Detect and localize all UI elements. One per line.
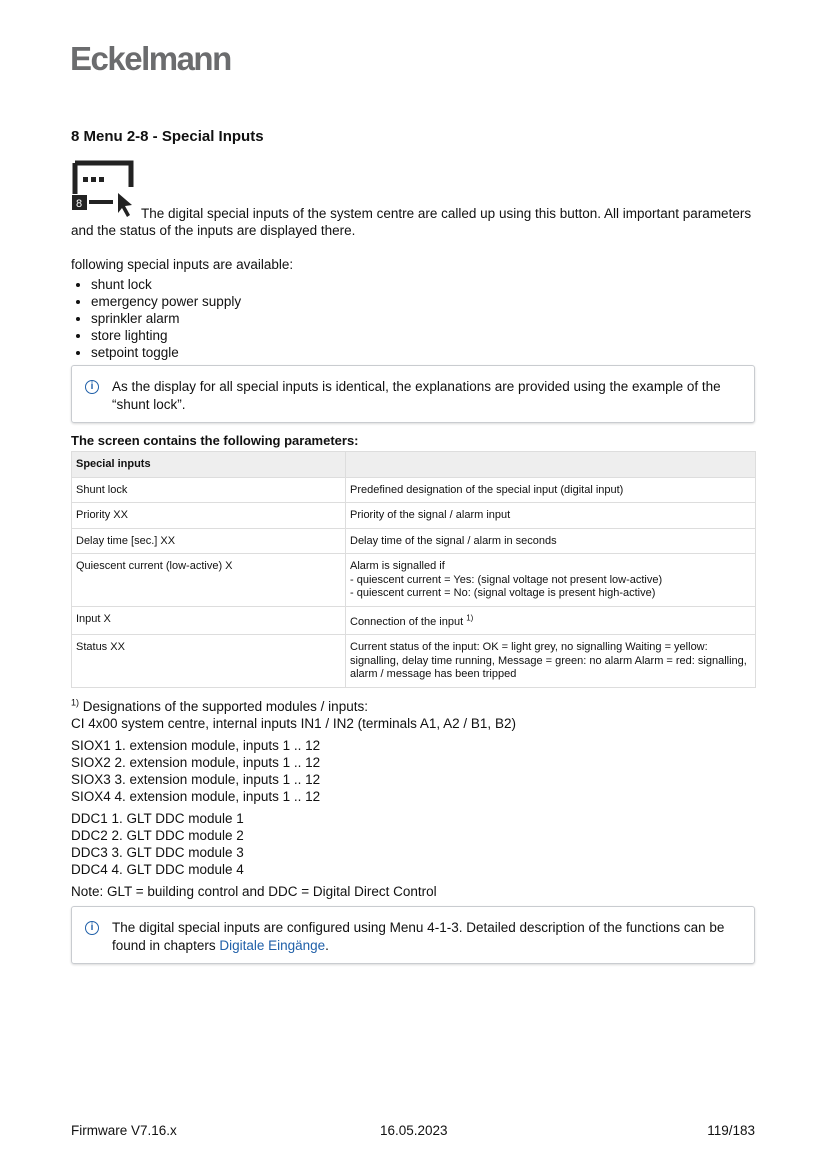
table-row [72, 477, 756, 503]
ddc-list [71, 810, 756, 878]
footnote-ci: CI 4x00 system centre, internal inputs IN1 / IN2 (terminals A1, A2 / B1, B2) [71, 715, 516, 731]
footer-page-number: 119/183 [707, 1123, 755, 1138]
config-note-text [112, 919, 742, 955]
table-row [72, 503, 756, 529]
info-note-text: As the display for all special inputs is identical, the explanations are provided using the example of the “shunt lock”. [112, 379, 721, 412]
param-desc [346, 554, 756, 607]
list-item: • emergency power supply [91, 293, 241, 310]
siox-list [71, 737, 756, 805]
footer-date: 16.05.2023 [380, 1123, 448, 1138]
parameters-table [71, 451, 756, 688]
info-icon: i [85, 380, 99, 394]
table-header-row [72, 452, 756, 478]
header-cell [346, 452, 756, 478]
desc-line: - quiescent current = No: (signal voltage is present high-active) [350, 587, 656, 599]
ddc-line: DDC2 2. GLT DDC module 2 [71, 827, 244, 843]
param-name: Delay time [sec.] XX [72, 528, 346, 554]
list-item: • setpoint toggle [91, 344, 241, 361]
param-name: Input X [72, 606, 346, 635]
siox-line: SIOX4 4. extension module, inputs 1 .. 12 [71, 788, 321, 804]
footnote-ref: 1) [466, 612, 474, 622]
desc-line: - quiescent current = Yes: (signal voltage not present low-active) [350, 573, 663, 586]
list-intro: following special inputs are available: [71, 257, 294, 272]
ddc-line: DDC1 1. GLT DDC module 1 [71, 810, 244, 826]
eckelmann-logo: Eckelmann [70, 40, 231, 77]
desc-line: Alarm is signalled if [350, 560, 445, 572]
siox-line: SIOX1 1. extension module, inputs 1 .. 12 [71, 737, 321, 753]
list-item: • sprinkler alarm [91, 310, 241, 327]
note-text: The digital special inputs are configured using Menu 4-1-3. Detailed description of the functions can be found in chapters [112, 919, 725, 953]
ddc-line: DDC4 4. GLT DDC module 4 [71, 861, 244, 877]
config-note [71, 906, 755, 964]
list-item: • shunt lock [91, 276, 241, 293]
section-heading: 8 Menu 2-8 - Special Inputs [71, 128, 264, 145]
info-note [71, 365, 755, 423]
svg-text:8: 8 [76, 198, 83, 210]
param-name: Shunt lock [72, 477, 346, 503]
param-name: Priority XX [72, 503, 346, 529]
param-desc: Current status of the input: OK = light grey, no signalling Waiting = yellow: signalling, delay time running, Message = green: no alarm Alarm = red: signalling, alarm / message has been tripped [346, 635, 756, 688]
param-desc: Predefined designation of the special input (digital input) [346, 477, 756, 503]
note-end: . [325, 937, 329, 953]
list-item: • store lighting [91, 327, 241, 344]
special-inputs-list [71, 276, 241, 361]
param-desc [346, 606, 756, 635]
table-row [72, 635, 756, 688]
info-icon: i [85, 921, 99, 935]
intro-text: The digital special inputs of the system centre are called up using this button. All important parameters and the status of the inputs are displayed there. [71, 206, 752, 238]
siox-line: SIOX3 3. extension module, inputs 1 .. 12 [71, 771, 321, 787]
header-cell: Special inputs [72, 452, 346, 478]
footer-firmware: Firmware V7.16.x [71, 1123, 177, 1138]
table-row [72, 554, 756, 607]
footnote-title: Designations of the supported modules / inputs: [82, 698, 368, 714]
table-row [72, 606, 756, 635]
table-caption: The screen contains the following parameters: [71, 433, 359, 448]
table-row [72, 528, 756, 554]
digitale-eingaenge-link[interactable]: Digitale Eingänge [219, 937, 326, 953]
param-desc: Delay time of the signal / alarm in seconds [346, 528, 756, 554]
footnote-mark: 1) [71, 697, 80, 707]
ddc-line: DDC3 3. GLT DDC module 3 [71, 844, 244, 860]
param-desc: Priority of the signal / alarm input [346, 503, 756, 529]
glt-note: Note: GLT = building control and DDC = Digital Direct Control [71, 883, 437, 899]
footnote [71, 698, 756, 715]
content-flow [71, 451, 756, 964]
siox-line: SIOX2 2. extension module, inputs 1 .. 12 [71, 754, 321, 770]
param-name: Quiescent current (low-active) X [72, 554, 346, 607]
param-name: Status XX [72, 635, 346, 688]
desc-text: Connection of the input [350, 615, 464, 628]
